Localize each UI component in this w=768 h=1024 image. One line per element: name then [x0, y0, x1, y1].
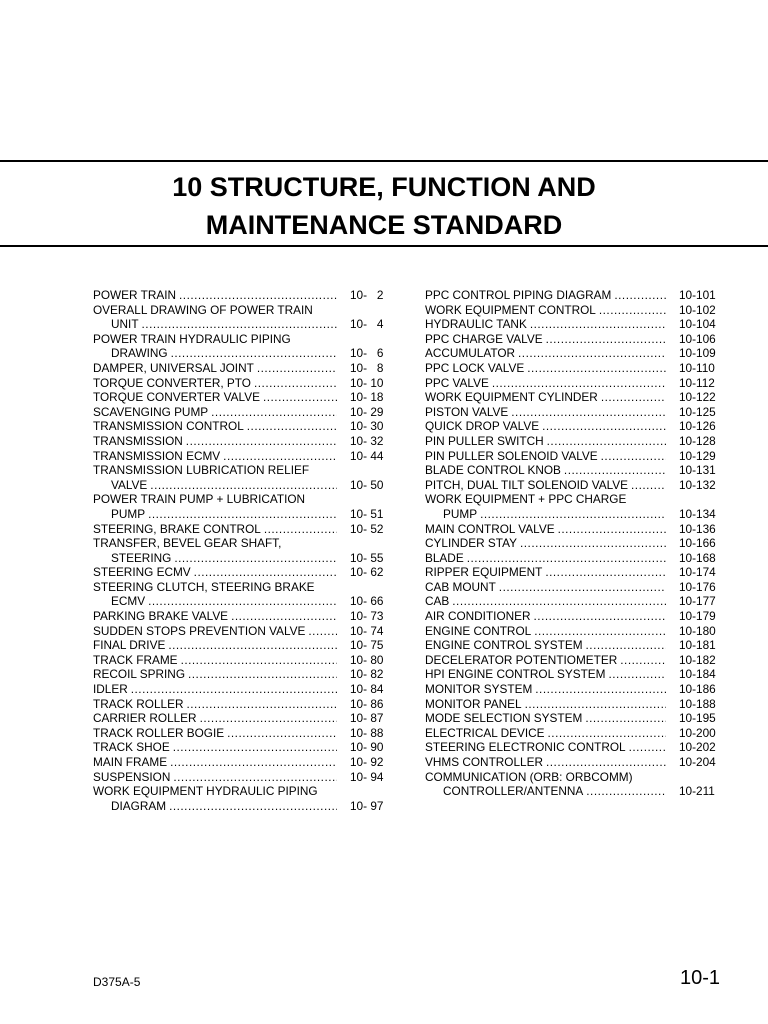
toc-entry[interactable]	[93, 565, 390, 580]
toc-entry-label: ACCUMULATOR	[425, 346, 516, 361]
toc-leader-dots	[188, 667, 337, 682]
toc-leader-dots	[211, 405, 337, 420]
toc-entry-label: TRANSMISSION ECMV	[93, 448, 221, 463]
toc-entry-label: DECELERATOR POTENTIOMETER	[425, 652, 618, 667]
toc-leader-dots	[608, 667, 666, 682]
toc-entry-label: UNIT	[111, 317, 139, 332]
toc-entry[interactable]	[93, 492, 390, 507]
toc-leader-dots	[247, 419, 337, 434]
toc-entry-label: WORK EQUIPMENT + PPC CHARGE	[425, 492, 627, 507]
toc-entry-label: DRAWING	[111, 346, 168, 361]
toc-entry-label: WORK EQUIPMENT HYDRAULIC PIPING	[93, 784, 318, 799]
toc-left-column	[93, 288, 390, 813]
toc-entry[interactable]	[93, 740, 390, 755]
toc-entry[interactable]	[93, 463, 390, 478]
toc-entry-label: TRANSMISSION	[93, 433, 183, 448]
toc-entry-page: 10-101	[679, 288, 716, 302]
toc-entry[interactable]	[93, 580, 390, 595]
toc-entry-page: 10-126	[679, 419, 716, 434]
toc-right-column	[425, 288, 722, 799]
toc-entry-label: CYLINDER STAY	[425, 536, 517, 551]
toc-leader-dots	[547, 434, 666, 449]
toc-leader-dots	[629, 740, 666, 755]
toc-entry[interactable]	[425, 565, 722, 580]
toc-entry-page: 10-186	[679, 682, 716, 697]
toc-leader-dots	[467, 551, 666, 566]
chapter-title-line1: 10 STRUCTURE, FUNCTION AND	[172, 172, 596, 202]
toc-entry-page: 10- 4	[350, 317, 384, 332]
chapter-title-line2: MAINTENANCE STANDARD	[205, 210, 563, 240]
toc-entry[interactable]	[93, 638, 390, 653]
toc-entry-page: 10-131	[679, 463, 716, 478]
toc-entry[interactable]	[425, 682, 722, 697]
toc-entry[interactable]	[93, 449, 390, 464]
toc-entry[interactable]	[425, 624, 722, 639]
toc-entry-label: RIPPER EQUIPMENT	[425, 565, 543, 580]
chapter-title	[0, 168, 768, 244]
toc-entry-label: DAMPER, UNIVERSAL JOINT	[93, 360, 254, 375]
toc-entry[interactable]	[93, 303, 390, 318]
toc-entry-page: 10- 94	[350, 769, 384, 784]
toc-entry[interactable]	[93, 711, 390, 726]
toc-entry-label: PIN PULLER SOLENOID VALVE	[425, 448, 598, 463]
toc-leader-dots	[614, 288, 666, 303]
toc-entry-label: COMMUNICATION (ORB: ORBCOMM)	[425, 769, 633, 784]
toc-leader-dots	[131, 682, 337, 697]
toc-entry-page: 10-184	[679, 667, 716, 682]
toc-entry-page: 10-106	[679, 331, 716, 346]
toc-entry-page: 10- 84	[350, 682, 384, 697]
toc-entry-label: TORQUE CONVERTER VALVE	[93, 390, 260, 405]
toc-entry[interactable]	[93, 726, 390, 741]
toc-entry-page: 10-112	[679, 375, 715, 390]
toc-entry-label: MONITOR PANEL	[425, 696, 522, 711]
toc-leader-dots	[542, 419, 666, 434]
toc-entry-page: 10- 87	[350, 711, 384, 726]
toc-leader-dots	[601, 390, 666, 405]
toc-entry-label: FINAL DRIVE	[93, 638, 166, 653]
toc-entry-page: 10- 2	[350, 288, 384, 302]
toc-entry-label: SCAVENGING PUMP	[93, 404, 209, 419]
toc-entry[interactable]	[93, 317, 390, 332]
toc-entry[interactable]	[425, 697, 722, 712]
toc-leader-dots	[586, 638, 666, 653]
toc-leader-dots	[227, 726, 337, 741]
toc-entry-label: TRANSMISSION CONTROL	[93, 419, 244, 434]
toc-entry[interactable]	[425, 390, 722, 405]
toc-entry-page: 10-166	[679, 536, 716, 551]
toc-entry-label: ELECTRICAL DEVICE	[425, 725, 545, 740]
toc-leader-dots	[492, 376, 666, 391]
toc-entry[interactable]	[93, 434, 390, 449]
toc-leader-dots	[173, 740, 337, 755]
toc-entry[interactable]	[93, 376, 390, 391]
toc-entry[interactable]	[425, 288, 722, 303]
toc-leader-dots	[150, 478, 337, 493]
toc-entry-label: POWER TRAIN HYDRAULIC PIPING	[93, 331, 291, 346]
toc-entry-page: 10- 55	[350, 550, 384, 565]
toc-leader-dots	[452, 594, 666, 609]
toc-entry[interactable]	[93, 770, 390, 785]
toc-entry-label: MAIN FRAME	[93, 755, 168, 769]
footer-model: D375A-5	[93, 975, 141, 989]
toc-entry[interactable]	[425, 551, 722, 566]
toc-entry-label: RECOIL SPRING	[93, 667, 185, 682]
toc-entry-page: 10-176	[679, 579, 716, 594]
toc-leader-dots	[263, 390, 337, 405]
toc-leader-dots	[527, 361, 666, 376]
toc-leader-dots	[257, 361, 337, 376]
toc-leader-dots	[599, 303, 666, 318]
toc-entry-page: 10- 32	[350, 433, 384, 448]
toc-entry[interactable]	[425, 740, 722, 755]
toc-entry-page: 10- 18	[350, 390, 384, 405]
toc-entry[interactable]	[93, 624, 390, 639]
toc-entry[interactable]	[93, 390, 390, 405]
toc-entry-page: 10-180	[679, 623, 716, 638]
toc-leader-dots	[511, 405, 666, 420]
toc-entry-label: PPC VALVE	[425, 375, 489, 390]
toc-leader-dots	[546, 332, 666, 347]
toc-entry-page: 10-181	[679, 638, 716, 653]
toc-entry-label: PISTON VALVE	[425, 404, 509, 419]
toc-entry[interactable]	[425, 463, 722, 478]
toc-entry-label: MODE SELECTION SYSTEM	[425, 711, 583, 726]
toc-entry-label: STEERING ECMV	[93, 565, 191, 580]
toc-leader-dots	[586, 784, 666, 799]
toc-leader-dots	[535, 682, 666, 697]
toc-leader-dots	[148, 594, 337, 609]
toc-entry-label: ECMV	[111, 594, 146, 609]
toc-entry[interactable]	[93, 784, 390, 799]
toc-leader-dots	[585, 711, 666, 726]
toc-entry[interactable]	[93, 536, 390, 551]
toc-leader-dots	[480, 507, 666, 522]
toc-entry-label: PPC LOCK VALVE	[425, 360, 525, 375]
toc-entry[interactable]	[425, 376, 722, 391]
toc-entry[interactable]	[425, 303, 722, 318]
toc-entry-page: 10- 62	[350, 565, 384, 580]
toc-leader-dots	[308, 624, 337, 639]
toc-entry-label: POWER TRAIN	[93, 288, 177, 302]
toc-entry-label: MAIN CONTROL VALVE	[425, 521, 555, 536]
toc-entry-label: ENGINE CONTROL SYSTEM	[425, 638, 583, 653]
toc-entry-page: 10-102	[679, 302, 716, 317]
toc-entry[interactable]	[93, 594, 390, 609]
toc-entry-page: 10-128	[679, 433, 716, 448]
toc-entry[interactable]	[93, 697, 390, 712]
toc-leader-dots	[530, 317, 666, 332]
toc-entry-page: 10- 82	[350, 667, 384, 682]
toc-entry-label: OVERALL DRAWING OF POWER TRAIN	[93, 302, 313, 317]
toc-leader-dots	[181, 653, 337, 668]
toc-entry-page: 10- 97	[350, 798, 384, 813]
toc-entry-page: 10- 90	[350, 740, 384, 755]
toc-leader-dots	[631, 478, 666, 493]
toc-leader-dots	[525, 697, 666, 712]
toc-entry-label: PIN PULLER SWITCH	[425, 433, 544, 448]
toc-entry-label: STEERING CLUTCH, STEERING BRAKE	[93, 579, 315, 594]
toc-entry[interactable]	[425, 449, 722, 464]
toc-entry[interactable]	[93, 551, 390, 566]
toc-entry[interactable]	[425, 317, 722, 332]
toc-leader-dots	[173, 770, 337, 785]
toc-leader-dots	[534, 624, 666, 639]
toc-entry-label: CARRIER ROLLER	[93, 711, 197, 726]
toc-entry-label: HPI ENGINE CONTROL SYSTEM	[425, 667, 606, 682]
toc-entry[interactable]	[93, 361, 390, 376]
toc-leader-dots	[546, 755, 666, 770]
toc-entry[interactable]	[425, 405, 722, 420]
toc-leader-dots	[564, 463, 666, 478]
toc-entry-page: 10-202	[679, 740, 716, 755]
toc-entry-page: 10- 8	[350, 360, 384, 375]
toc-leader-dots	[148, 507, 337, 522]
toc-entry-label: PUMP	[443, 506, 478, 521]
toc-leader-dots	[142, 317, 337, 332]
toc-entry[interactable]	[93, 799, 390, 814]
toc-entry[interactable]	[93, 522, 390, 537]
toc-entry-label: BLADE CONTROL KNOB	[425, 463, 561, 478]
toc-entry-page: 10-168	[679, 550, 716, 565]
toc-leader-dots	[548, 726, 666, 741]
toc-entry[interactable]	[425, 784, 722, 799]
toc-entry[interactable]	[93, 653, 390, 668]
toc-entry-label: POWER TRAIN PUMP + LUBRICATION	[93, 492, 306, 507]
toc-entry-page: 10- 10	[350, 375, 384, 390]
toc-entry-label: WORK EQUIPMENT CONTROL	[425, 302, 596, 317]
toc-entry-page: 10-129	[679, 448, 716, 463]
toc-entry-label: STEERING ELECTRONIC CONTROL	[425, 740, 626, 755]
toc-entry-page: 10- 92	[350, 755, 384, 769]
toc-leader-dots	[518, 346, 666, 361]
toc-leader-dots	[545, 565, 666, 580]
toc-entry-label: STEERING, BRAKE CONTROL	[93, 521, 261, 536]
toc-leader-dots	[186, 697, 337, 712]
footer-page-number: 10-1	[679, 967, 720, 989]
toc-entry-label: CAB MOUNT	[425, 579, 496, 594]
toc-entry[interactable]	[93, 405, 390, 420]
toc-entry-label: TRACK SHOE	[93, 740, 170, 755]
toc-leader-dots	[534, 609, 666, 624]
toc-entry-page: 10- 51	[350, 506, 384, 521]
toc-leader-dots	[186, 434, 337, 449]
toc-entry-page: 10-211	[679, 784, 715, 799]
toc-entry-page: 10-177	[679, 594, 716, 609]
toc-entry-page: 10-182	[679, 652, 716, 667]
toc-leader-dots	[170, 755, 337, 770]
toc-entry-page: 10- 75	[350, 638, 384, 653]
toc-entry[interactable]	[93, 478, 390, 493]
toc-entry-label: PARKING BRAKE VALVE	[93, 609, 229, 624]
toc-entry[interactable]	[93, 682, 390, 697]
toc-entry-page: 10-110	[679, 360, 715, 375]
toc-entry-page: 10-195	[679, 711, 716, 726]
toc-entry[interactable]	[425, 361, 722, 376]
toc-entry-page: 10- 88	[350, 725, 384, 740]
toc-entry-label: CAB	[425, 594, 450, 609]
toc-entry[interactable]	[425, 653, 722, 668]
toc-entry[interactable]	[425, 478, 722, 493]
toc-entry[interactable]	[425, 332, 722, 347]
toc-leader-dots	[499, 580, 666, 595]
toc-entry-label: TRACK FRAME	[93, 652, 178, 667]
toc-entry[interactable]	[425, 507, 722, 522]
toc-entry-page: 10- 50	[350, 477, 384, 492]
toc-entry[interactable]	[425, 522, 722, 537]
toc-entry-label: QUICK DROP VALVE	[425, 419, 540, 434]
toc-entry-label: WORK EQUIPMENT CYLINDER	[425, 390, 598, 405]
toc-entry[interactable]	[425, 492, 722, 507]
toc-leader-dots	[223, 449, 337, 464]
toc-entry-label: AIR CONDITIONER	[425, 609, 531, 624]
toc-entry-page: 10- 73	[350, 609, 384, 624]
toc-leader-dots	[174, 551, 337, 566]
toc-entry-page: 10-136	[679, 521, 716, 536]
toc-entry-page: 10- 44	[350, 448, 384, 463]
toc-entry[interactable]	[425, 755, 722, 770]
toc-entry[interactable]	[425, 638, 722, 653]
toc-entry[interactable]	[93, 755, 390, 770]
toc-leader-dots	[601, 449, 666, 464]
toc-entry[interactable]	[425, 770, 722, 785]
top-rule	[0, 160, 768, 162]
toc-leader-dots	[264, 522, 337, 537]
toc-entry-label: IDLER	[93, 682, 128, 697]
toc-entry[interactable]	[93, 419, 390, 434]
toc-leader-dots	[194, 565, 337, 580]
toc-entry-page: 10-125	[679, 404, 716, 419]
toc-leader-dots	[179, 288, 337, 303]
toc-entry-label: VHMS CONTROLLER	[425, 755, 543, 769]
toc-entry-page: 10- 80	[350, 652, 384, 667]
toc-entry-label: BLADE	[425, 550, 464, 565]
toc-entry-label: VALVE	[111, 477, 148, 492]
toc-leader-dots	[620, 653, 666, 668]
toc-entry[interactable]	[93, 507, 390, 522]
toc-entry[interactable]	[93, 667, 390, 682]
toc-entry-label: SUDDEN STOPS PREVENTION VALVE	[93, 623, 306, 638]
toc-entry[interactable]	[425, 346, 722, 361]
toc-entry-label: PPC CONTROL PIPING DIAGRAM	[425, 288, 612, 302]
toc-entry-page: 10- 74	[350, 623, 384, 638]
toc-entry[interactable]	[425, 536, 722, 551]
toc-entry-label: DIAGRAM	[111, 798, 167, 813]
toc-entry-page: 10- 30	[350, 419, 384, 434]
toc-entry-label: TORQUE CONVERTER, PTO	[93, 375, 251, 390]
toc-entry-page: 10- 52	[350, 521, 384, 536]
toc-entry-label: MONITOR SYSTEM	[425, 682, 533, 697]
toc-entry[interactable]	[425, 580, 722, 595]
toc-entry-page: 10-109	[679, 346, 716, 361]
toc-entry-label: TRANSFER, BEVEL GEAR SHAFT,	[93, 536, 282, 551]
toc-entry[interactable]	[93, 288, 390, 303]
toc-entry-page: 10-174	[679, 565, 716, 580]
toc-entry-page: 10-188	[679, 696, 716, 711]
bottom-rule	[0, 245, 768, 247]
toc-entry-page: 10-204	[679, 755, 716, 769]
toc-entry[interactable]	[425, 594, 722, 609]
toc-entry-label: TRACK ROLLER BOGIE	[93, 725, 225, 740]
toc-leader-dots	[254, 376, 337, 391]
toc-entry-label: ENGINE CONTROL	[425, 623, 532, 638]
toc-entry-page: 10- 29	[350, 404, 384, 419]
toc-leader-dots	[200, 711, 337, 726]
toc-entry-label: PUMP	[111, 506, 146, 521]
toc-entry-page: 10- 6	[350, 346, 384, 361]
toc-entry-page: 10- 66	[350, 594, 384, 609]
toc-leader-dots	[520, 536, 666, 551]
toc-entry[interactable]	[425, 609, 722, 624]
toc-leader-dots	[169, 799, 337, 814]
toc-entry[interactable]	[93, 332, 390, 347]
toc-entry[interactable]	[425, 667, 722, 682]
toc-entry-label: TRACK ROLLER	[93, 696, 184, 711]
toc-entry-label: SUSPENSION	[93, 769, 171, 784]
toc-entry-page: 10-122	[679, 390, 716, 405]
toc-entry[interactable]	[93, 346, 390, 361]
toc-entry-page: 10-134	[679, 506, 716, 521]
toc-leader-dots	[558, 522, 666, 537]
toc-entry-label: CONTROLLER/ANTENNA	[443, 784, 584, 799]
toc-entry[interactable]	[425, 711, 722, 726]
toc-leader-dots	[231, 609, 337, 624]
toc-entry-label: TRANSMISSION LUBRICATION RELIEF	[93, 463, 310, 478]
toc-entry-page: 10-132	[679, 477, 716, 492]
toc-leader-dots	[171, 346, 337, 361]
toc-entry-label: STEERING	[111, 550, 172, 565]
toc-entry-label: HYDRAULIC TANK	[425, 317, 527, 332]
toc-entry-label: PITCH, DUAL TILT SOLENOID VALVE	[425, 477, 629, 492]
toc-leader-dots	[168, 638, 337, 653]
toc-entry[interactable]	[93, 609, 390, 624]
toc-entry[interactable]	[425, 419, 722, 434]
toc-entry-page: 10- 86	[350, 696, 384, 711]
toc-entry-page: 10-179	[679, 609, 716, 624]
toc-entry[interactable]	[425, 726, 722, 741]
toc-entry-page: 10-104	[679, 317, 716, 332]
toc-entry-page: 10-200	[679, 725, 716, 740]
toc-entry[interactable]	[425, 434, 722, 449]
toc-entry-label: PPC CHARGE VALVE	[425, 331, 543, 346]
